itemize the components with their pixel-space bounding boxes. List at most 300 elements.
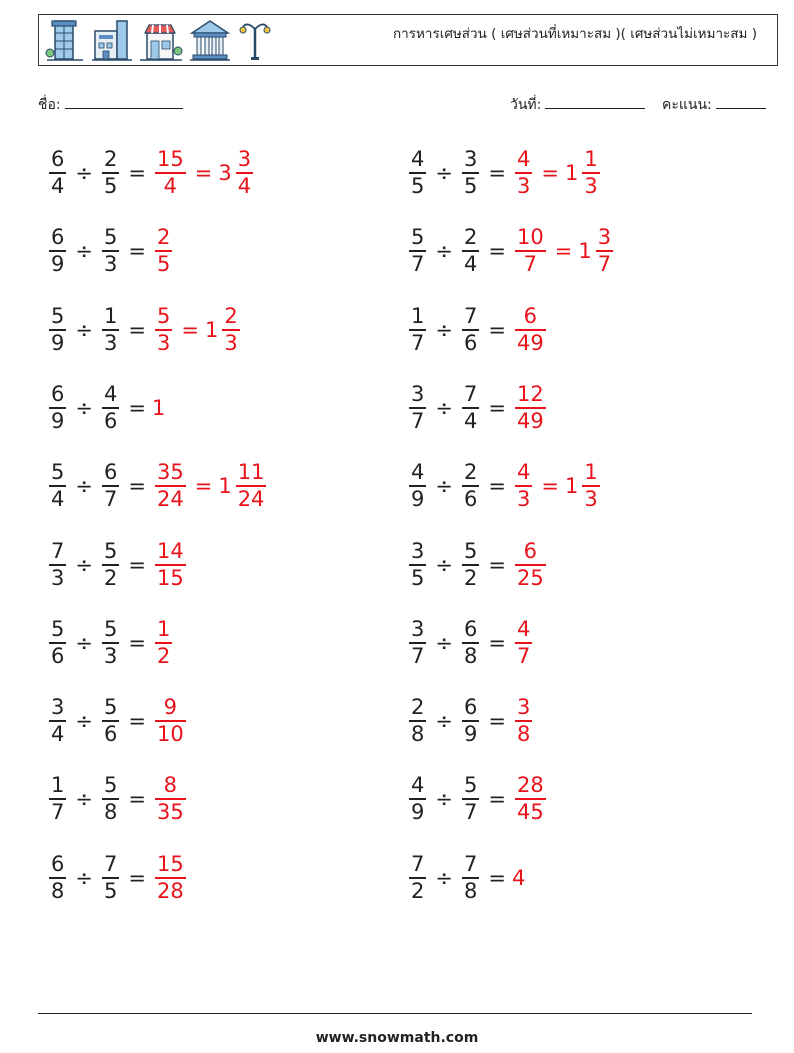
denominator: 7 bbox=[51, 799, 65, 824]
denominator: 6 bbox=[51, 643, 65, 668]
numerator: 10 bbox=[516, 225, 544, 250]
numerator: 4 bbox=[516, 460, 531, 485]
divide-sign: ÷ bbox=[75, 161, 93, 185]
numerator: 1 bbox=[411, 304, 425, 329]
problem-4 bbox=[406, 221, 616, 281]
denominator: 7 bbox=[411, 643, 425, 668]
divide-sign: ÷ bbox=[435, 396, 453, 420]
mixed-whole: 1 bbox=[204, 318, 219, 342]
equals-sign: = bbox=[554, 239, 573, 263]
score-blank[interactable] bbox=[716, 94, 766, 109]
denominator: 2 bbox=[156, 643, 171, 668]
divide-sign: ÷ bbox=[435, 866, 453, 890]
denominator: 7 bbox=[411, 251, 425, 276]
numerator: 4 bbox=[411, 147, 425, 172]
fraction bbox=[462, 462, 479, 510]
denominator: 4 bbox=[51, 721, 65, 746]
denominator: 7 bbox=[411, 330, 425, 355]
fraction bbox=[102, 775, 119, 823]
fraction bbox=[102, 149, 119, 197]
denominator: 4 bbox=[237, 173, 252, 198]
numerator: 1 bbox=[584, 147, 598, 172]
fraction bbox=[462, 854, 479, 902]
fraction bbox=[236, 149, 253, 197]
denominator: 49 bbox=[516, 330, 544, 355]
mixed-whole: 1 bbox=[564, 474, 579, 498]
equals-sign: = bbox=[128, 239, 146, 263]
problem-16 bbox=[406, 691, 535, 751]
fraction bbox=[49, 854, 66, 902]
denominator: 3 bbox=[516, 486, 531, 511]
fraction bbox=[515, 384, 546, 432]
numerator: 3 bbox=[51, 695, 65, 720]
equals-sign: = bbox=[128, 709, 146, 733]
numerator: 5 bbox=[103, 773, 118, 798]
equals-sign: = bbox=[194, 161, 213, 185]
numerator: 7 bbox=[463, 304, 478, 329]
equals-sign: = bbox=[541, 474, 559, 498]
fraction bbox=[515, 775, 546, 823]
fraction bbox=[222, 306, 239, 354]
denominator: 8 bbox=[51, 878, 65, 903]
fraction bbox=[49, 541, 66, 589]
fraction bbox=[155, 619, 172, 667]
answer bbox=[512, 866, 525, 890]
denominator: 28 bbox=[156, 878, 184, 903]
fraction bbox=[102, 384, 119, 432]
answer bbox=[152, 541, 189, 589]
problem-5 bbox=[46, 300, 243, 360]
numerator: 6 bbox=[103, 460, 118, 485]
problem-7 bbox=[46, 378, 165, 438]
bank-icon bbox=[189, 17, 231, 63]
divide-sign: ÷ bbox=[75, 318, 93, 342]
numerator: 3 bbox=[516, 695, 531, 720]
equals-sign: = bbox=[128, 866, 146, 890]
denominator: 5 bbox=[411, 173, 425, 198]
problem-1 bbox=[46, 143, 256, 203]
fraction bbox=[102, 227, 119, 275]
fraction bbox=[155, 775, 186, 823]
denominator: 5 bbox=[463, 173, 478, 198]
denominator: 2 bbox=[463, 565, 478, 590]
numerator: 15 bbox=[156, 852, 184, 877]
denominator: 4 bbox=[51, 486, 65, 511]
fraction bbox=[409, 619, 426, 667]
fraction bbox=[409, 541, 426, 589]
equals-sign: = bbox=[488, 318, 506, 342]
mixed-whole: 3 bbox=[218, 161, 232, 185]
fraction bbox=[582, 149, 599, 197]
date-label: วันที่: bbox=[510, 97, 542, 113]
equals-sign: = bbox=[181, 318, 199, 342]
answer bbox=[152, 854, 189, 902]
numerator: 1 bbox=[584, 460, 598, 485]
fraction bbox=[596, 227, 613, 275]
fraction bbox=[515, 227, 546, 275]
problem-3 bbox=[46, 221, 175, 281]
denominator: 9 bbox=[411, 486, 425, 511]
equals-sign: = bbox=[488, 553, 506, 577]
numerator: 6 bbox=[523, 539, 538, 564]
fraction bbox=[582, 462, 599, 510]
fraction bbox=[49, 775, 66, 823]
numerator: 7 bbox=[103, 852, 118, 877]
denominator: 3 bbox=[584, 173, 598, 198]
numerator: 4 bbox=[411, 460, 425, 485]
numerator: 3 bbox=[463, 147, 478, 172]
answer bbox=[152, 306, 243, 354]
mixed-whole: 1 bbox=[564, 161, 579, 185]
denominator: 5 bbox=[103, 173, 118, 198]
answer bbox=[512, 541, 549, 589]
denominator: 4 bbox=[51, 173, 65, 198]
denominator: 6 bbox=[103, 721, 118, 746]
answer bbox=[512, 227, 616, 275]
problem-8 bbox=[406, 378, 549, 438]
denominator: 9 bbox=[463, 721, 478, 746]
numerator: 1 bbox=[51, 773, 65, 798]
fraction bbox=[462, 306, 479, 354]
divide-sign: ÷ bbox=[75, 709, 93, 733]
mixed-whole: 1 bbox=[218, 474, 232, 498]
denominator: 25 bbox=[516, 565, 544, 590]
denominator: 6 bbox=[463, 486, 478, 511]
fraction bbox=[409, 227, 426, 275]
divide-sign: ÷ bbox=[75, 396, 93, 420]
denominator: 6 bbox=[103, 408, 118, 433]
city-building-icon bbox=[91, 17, 133, 63]
numerator: 5 bbox=[103, 539, 118, 564]
divide-sign: ÷ bbox=[435, 787, 453, 811]
answer bbox=[152, 462, 269, 510]
denominator: 4 bbox=[463, 251, 478, 276]
answer bbox=[512, 306, 549, 354]
problem-9 bbox=[46, 456, 269, 516]
fraction bbox=[515, 619, 532, 667]
numerator: 5 bbox=[463, 773, 478, 798]
numerator: 3 bbox=[411, 539, 425, 564]
equals-sign: = bbox=[488, 239, 506, 263]
divide-sign: ÷ bbox=[75, 631, 93, 655]
divide-sign: ÷ bbox=[75, 553, 93, 577]
equals-sign: = bbox=[488, 787, 506, 811]
denominator: 7 bbox=[597, 251, 612, 276]
denominator: 6 bbox=[463, 330, 478, 355]
name-field bbox=[38, 94, 183, 116]
numerator: 5 bbox=[51, 304, 65, 329]
fraction bbox=[49, 384, 66, 432]
date-blank[interactable] bbox=[545, 94, 645, 109]
shop-icon bbox=[139, 17, 183, 63]
answer bbox=[152, 149, 256, 197]
denominator: 5 bbox=[156, 251, 171, 276]
denominator: 7 bbox=[523, 251, 538, 276]
problem-10 bbox=[406, 456, 603, 516]
denominator: 2 bbox=[411, 878, 425, 903]
numerator: 5 bbox=[156, 304, 171, 329]
numerator: 7 bbox=[463, 852, 478, 877]
fraction bbox=[49, 619, 66, 667]
denominator: 9 bbox=[51, 251, 65, 276]
street-lamp-icon bbox=[237, 17, 273, 63]
equals-sign: = bbox=[194, 474, 213, 498]
answer bbox=[512, 697, 535, 745]
problem-17 bbox=[46, 769, 189, 829]
footer-url: www.snowmath.com bbox=[315, 1030, 479, 1046]
divide-sign: ÷ bbox=[435, 161, 453, 185]
numerator: 7 bbox=[411, 852, 425, 877]
equals-sign: = bbox=[488, 709, 506, 733]
numerator: 6 bbox=[463, 695, 478, 720]
denominator: 5 bbox=[103, 878, 118, 903]
denominator: 7 bbox=[463, 799, 478, 824]
equals-sign: = bbox=[128, 396, 146, 420]
denominator: 8 bbox=[411, 721, 425, 746]
numerator: 5 bbox=[103, 225, 118, 250]
fraction bbox=[49, 149, 66, 197]
numerator: 4 bbox=[516, 617, 531, 642]
numerator: 3 bbox=[411, 382, 425, 407]
name-blank[interactable] bbox=[65, 94, 183, 109]
fraction bbox=[102, 462, 119, 510]
fraction bbox=[515, 541, 546, 589]
numerator: 7 bbox=[463, 382, 478, 407]
numerator: 3 bbox=[237, 147, 252, 172]
score-label: คะแนน: bbox=[662, 97, 712, 113]
problem-11 bbox=[46, 535, 189, 595]
problem-13 bbox=[46, 613, 175, 673]
denominator: 5 bbox=[411, 565, 425, 590]
divide-sign: ÷ bbox=[75, 787, 93, 811]
office-building-icon bbox=[45, 17, 85, 63]
problem-12 bbox=[406, 535, 549, 595]
denominator: 7 bbox=[103, 486, 118, 511]
numerator: 2 bbox=[463, 460, 478, 485]
answer bbox=[512, 619, 535, 667]
equals-sign: = bbox=[488, 474, 506, 498]
numerator: 6 bbox=[51, 382, 65, 407]
date-field bbox=[510, 94, 645, 116]
numerator: 15 bbox=[156, 147, 184, 172]
fraction bbox=[49, 697, 66, 745]
numerator: 5 bbox=[51, 460, 65, 485]
fraction bbox=[409, 306, 426, 354]
fraction bbox=[462, 227, 479, 275]
numerator: 2 bbox=[156, 225, 171, 250]
fraction bbox=[515, 149, 532, 197]
problem-20 bbox=[406, 848, 525, 908]
fraction bbox=[409, 462, 426, 510]
fraction bbox=[102, 541, 119, 589]
answer-whole: 4 bbox=[511, 866, 526, 890]
fraction bbox=[236, 462, 267, 510]
numerator: 28 bbox=[516, 773, 544, 798]
equals-sign: = bbox=[128, 787, 146, 811]
denominator: 8 bbox=[463, 643, 478, 668]
fraction bbox=[102, 854, 119, 902]
denominator: 3 bbox=[224, 330, 238, 355]
fraction bbox=[155, 306, 172, 354]
fraction bbox=[462, 775, 479, 823]
numerator: 4 bbox=[103, 382, 118, 407]
answer-whole: 1 bbox=[151, 396, 166, 420]
denominator: 7 bbox=[411, 408, 425, 433]
fraction bbox=[155, 227, 172, 275]
fraction bbox=[462, 384, 479, 432]
fraction bbox=[155, 541, 186, 589]
denominator: 15 bbox=[156, 565, 184, 590]
denominator: 3 bbox=[51, 565, 65, 590]
answer bbox=[512, 149, 603, 197]
fraction bbox=[155, 462, 186, 510]
fraction bbox=[155, 697, 186, 745]
fraction bbox=[49, 227, 66, 275]
answer bbox=[512, 462, 603, 510]
denominator: 35 bbox=[156, 799, 184, 824]
numerator: 2 bbox=[411, 695, 425, 720]
denominator: 4 bbox=[463, 408, 478, 433]
divide-sign: ÷ bbox=[75, 474, 93, 498]
numerator: 2 bbox=[224, 304, 238, 329]
denominator: 24 bbox=[156, 486, 184, 511]
fraction bbox=[409, 384, 426, 432]
denominator: 4 bbox=[163, 173, 178, 198]
fraction bbox=[515, 462, 532, 510]
denominator: 3 bbox=[103, 251, 118, 276]
denominator: 9 bbox=[51, 408, 65, 433]
equals-sign: = bbox=[488, 866, 506, 890]
footer-divider bbox=[38, 1013, 752, 1014]
divide-sign: ÷ bbox=[435, 709, 453, 733]
fraction bbox=[49, 306, 66, 354]
equals-sign: = bbox=[128, 318, 146, 342]
worksheet-title: การหารเศษส่วน ( เศษส่วนที่เหมาะสม )( เศษส่วนไม่เหมาะสม ) bbox=[392, 26, 757, 42]
answer bbox=[512, 775, 549, 823]
numerator: 9 bbox=[163, 695, 178, 720]
fraction bbox=[155, 854, 186, 902]
header-icons bbox=[45, 17, 273, 63]
numerator: 4 bbox=[516, 147, 531, 172]
numerator: 6 bbox=[51, 852, 65, 877]
problem-18 bbox=[406, 769, 549, 829]
problem-2 bbox=[406, 143, 603, 203]
numerator: 6 bbox=[523, 304, 538, 329]
divide-sign: ÷ bbox=[435, 553, 453, 577]
numerator: 8 bbox=[163, 773, 178, 798]
answer bbox=[152, 775, 189, 823]
fraction bbox=[515, 697, 532, 745]
fraction bbox=[409, 149, 426, 197]
numerator: 3 bbox=[411, 617, 425, 642]
numerator: 7 bbox=[51, 539, 65, 564]
denominator: 8 bbox=[463, 878, 478, 903]
numerator: 5 bbox=[463, 539, 478, 564]
fraction bbox=[515, 306, 546, 354]
equals-sign: = bbox=[128, 631, 146, 655]
denominator: 9 bbox=[51, 330, 65, 355]
numerator: 1 bbox=[156, 617, 171, 642]
equals-sign: = bbox=[128, 553, 146, 577]
numerator: 4 bbox=[411, 773, 425, 798]
numerator: 6 bbox=[51, 147, 65, 172]
equals-sign: = bbox=[541, 161, 559, 185]
fraction bbox=[49, 462, 66, 510]
denominator: 3 bbox=[584, 486, 598, 511]
divide-sign: ÷ bbox=[75, 866, 93, 890]
numerator: 35 bbox=[156, 460, 184, 485]
fraction bbox=[155, 149, 186, 197]
fraction bbox=[462, 541, 479, 589]
numerator: 6 bbox=[51, 225, 65, 250]
equals-sign: = bbox=[128, 474, 146, 498]
denominator: 49 bbox=[516, 408, 544, 433]
denominator: 24 bbox=[237, 486, 265, 511]
denominator: 7 bbox=[516, 643, 531, 668]
fraction bbox=[409, 697, 426, 745]
fraction bbox=[409, 854, 426, 902]
score-field bbox=[662, 94, 766, 116]
numerator: 1 bbox=[103, 304, 118, 329]
divide-sign: ÷ bbox=[435, 631, 453, 655]
problem-14 bbox=[406, 613, 535, 673]
problem-6 bbox=[406, 300, 549, 360]
denominator: 3 bbox=[156, 330, 171, 355]
denominator: 3 bbox=[103, 330, 118, 355]
equals-sign: = bbox=[488, 161, 506, 185]
divide-sign: ÷ bbox=[435, 318, 453, 342]
denominator: 45 bbox=[516, 799, 544, 824]
numerator: 2 bbox=[103, 147, 118, 172]
divide-sign: ÷ bbox=[75, 239, 93, 263]
numerator: 5 bbox=[103, 617, 118, 642]
numerator: 2 bbox=[463, 225, 478, 250]
fraction bbox=[102, 619, 119, 667]
numerator: 12 bbox=[516, 382, 544, 407]
denominator: 2 bbox=[103, 565, 118, 590]
equals-sign: = bbox=[488, 396, 506, 420]
denominator: 3 bbox=[516, 173, 531, 198]
problem-15 bbox=[46, 691, 189, 751]
answer bbox=[512, 384, 549, 432]
numerator: 14 bbox=[156, 539, 184, 564]
name-label: ชื่อ: bbox=[38, 97, 61, 113]
fraction bbox=[462, 149, 479, 197]
numerator: 5 bbox=[51, 617, 65, 642]
denominator: 8 bbox=[516, 721, 531, 746]
fraction bbox=[409, 775, 426, 823]
denominator: 3 bbox=[103, 643, 118, 668]
denominator: 9 bbox=[411, 799, 425, 824]
numerator: 6 bbox=[463, 617, 478, 642]
numerator: 3 bbox=[597, 225, 612, 250]
fraction bbox=[102, 697, 119, 745]
fraction bbox=[462, 697, 479, 745]
equals-sign: = bbox=[128, 161, 146, 185]
fraction bbox=[102, 306, 119, 354]
divide-sign: ÷ bbox=[435, 239, 453, 263]
numerator: 5 bbox=[103, 695, 118, 720]
numerator: 5 bbox=[411, 225, 425, 250]
denominator: 8 bbox=[103, 799, 118, 824]
denominator: 10 bbox=[156, 721, 184, 746]
fraction bbox=[462, 619, 479, 667]
answer bbox=[152, 697, 189, 745]
mixed-whole: 1 bbox=[578, 239, 592, 263]
problem-19 bbox=[46, 848, 189, 908]
divide-sign: ÷ bbox=[435, 474, 453, 498]
header-box bbox=[38, 14, 778, 66]
